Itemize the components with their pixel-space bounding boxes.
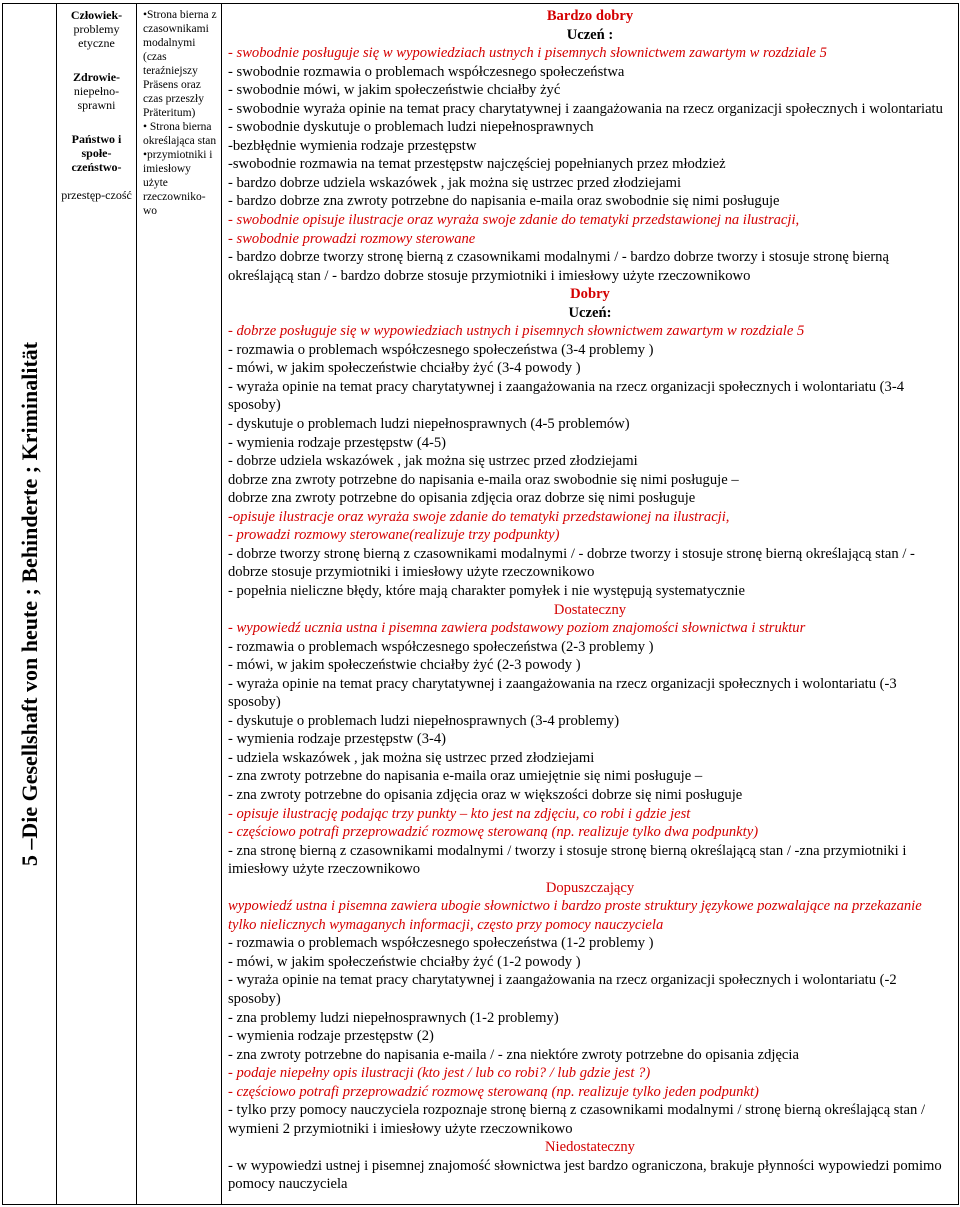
requirement-line: - swobodnie dyskutuje o problemach ludzi niepełnosprawnych xyxy=(228,119,594,136)
requirement-line: - wymienia rodzaje przestępstw (2) xyxy=(228,1028,434,1045)
grammar-item: •przymiotniki i imiesłowy użyte rzeczowniko-wo xyxy=(143,149,213,217)
requirement-line: - zna zwroty potrzebne do opisania zdjęcia oraz w większości dobrze się nimi posługuje xyxy=(228,786,743,803)
requirements-cell xyxy=(222,4,959,1205)
requirement-line: - swobodnie rozmawia o problemach współczesnego społeczeństwa xyxy=(228,63,625,80)
requirement-line: - swobodnie prowadzi rozmowy sterowane xyxy=(228,230,476,247)
requirement-line: - bardzo dobrze zna zwroty potrzebne do napisania e-maila oraz swobodnie się nimi posługuje xyxy=(228,193,780,210)
requirement-line: - wyraża opinie na temat pracy charytatywnej i zaangażowania na rzecz organizacji społecznych i wolontariatu (-2 sposoby) xyxy=(228,972,897,1007)
unit-title: 5 –Die Gesellshaft von heute ; Behinderte ; Kriminalität xyxy=(16,341,42,867)
grade-heading: Niedostateczny xyxy=(545,1139,635,1156)
requirement-line: dobrze zna zwroty potrzebne do opisania zdjęcia oraz dobrze się nimi posługuje xyxy=(228,490,696,507)
grade-heading: Dobry xyxy=(570,286,610,303)
requirement-line: -swobodnie rozmawia na temat przestępstw najczęściej popełnianych przez młodzież xyxy=(228,156,726,173)
requirement-line: - zna zwroty potrzebne do napisania e-maila / - zna niektóre zwroty potrzebne do opisania zdjęcia xyxy=(228,1046,799,1063)
requirements-table xyxy=(2,3,959,1205)
topic-subheading: przestęp-czość xyxy=(61,188,132,202)
table-row xyxy=(3,4,959,1205)
requirement-line: - bardzo dobrze tworzy stronę bierną z czasownikami modalnymi / - bardzo dobrze tworzy i stosuje stronę bierną określającą stan / - bardzo dobrze stosuje przymiotniki i imiesłowy użyte rzeczownikowo xyxy=(228,249,889,284)
topic-heading: Człowiek- xyxy=(70,8,123,22)
topic-item xyxy=(61,70,132,112)
grade-heading: Dopuszczający xyxy=(545,879,635,896)
topic-item xyxy=(61,8,132,50)
requirement-line: - rozmawia o problemach współczesnego społeczeństwa (3-4 problemy ) xyxy=(228,341,654,358)
grade-heading: Dostateczny xyxy=(553,601,627,618)
requirement-line: - zna problemy ludzi niepełnosprawnych (1-2 problemy) xyxy=(228,1009,559,1026)
requirement-line: - mówi, w jakim społeczeństwie chciałby żyć (1-2 powody ) xyxy=(228,953,581,970)
requirement-line: - tylko przy pomocy nauczyciela rozpoznaje stronę bierną z czasownikami modalnymi / stronę bierną określającą stan / wymieni 2 przymiotniki i imiesłowy użyte rzeczownikowo xyxy=(228,1102,925,1137)
requirement-line: - swobodnie mówi, w jakim społeczeństwie chciałby żyć xyxy=(228,82,561,99)
requirement-line: - zna zwroty potrzebne do napisania e-maila oraz umiejętnie się nimi posługuje – xyxy=(228,768,703,785)
requirement-line: - mówi, w jakim społeczeństwie chciałby żyć (2-3 powody ) xyxy=(228,657,581,674)
unit-title-wrap xyxy=(3,4,56,1204)
unit-cell xyxy=(3,4,57,1205)
topic-subheading: niepełno-sprawni xyxy=(73,84,120,112)
grade-subheading: Uczeń: xyxy=(568,304,612,321)
requirement-line: - w wypowiedzi ustnej i pisemnej znajomość słownictwa jest bardzo ograniczona, brakuje płynności wypowiedzi pomimo pomocy nauczyciela xyxy=(228,1157,942,1193)
requirement-line: - częściowo potrafi przeprowadzić rozmowę sterowaną (np. realizuje tylko jeden podpunkt) xyxy=(228,1083,759,1100)
requirement-line: -bezbłędnie wymienia rodzaje przestępstw xyxy=(228,137,477,154)
requirement-line: - rozmawia o problemach współczesnego społeczeństwa (1-2 problemy ) xyxy=(228,935,654,952)
requirement-line: - wyraża opinie na temat pracy charytatywnej i zaangażowania na rzecz organizacji społecznych i wolontariatu (-3 sposoby) xyxy=(228,675,897,711)
topics-cell xyxy=(57,4,137,1205)
grammar-item: • Strona bierna określająca stan xyxy=(143,121,217,147)
requirement-line: - dobrze posługuje się w wypowiedziach ustnych i pisemnych słownictwem zawartym w rozdziale 5 xyxy=(228,323,805,340)
requirement-line: - popełnia nieliczne błędy, które mają charakter pomyłek i nie występują systematycznie xyxy=(228,582,745,599)
requirement-line: - swobodnie wyraża opinie na temat pracy charytatywnej i zaangażowania na rzecz organizacji społecznych i wolontariatu xyxy=(228,100,943,117)
requirement-line: - zna stronę bierną z czasownikami modalnymi / tworzy i stosuje stronę bierną określającą stan / -zna przymiotniki i imiesłowy użyte rzeczownikowo xyxy=(228,842,907,878)
requirement-line: - częściowo potrafi przeprowadzić rozmowę sterowaną (np. realizuje tylko dwa podpunkty) xyxy=(228,824,759,841)
requirement-line: - opisuje ilustrację podając trzy punkty – kto jest na zdjęciu, co robi i gdzie jest xyxy=(228,805,691,822)
requirement-line: - wymienia rodzaje przestępstw (3-4) xyxy=(228,731,447,748)
grade-requirements xyxy=(222,4,958,1194)
topics-list xyxy=(57,4,136,202)
topic-subheading: problemy etyczne xyxy=(73,22,120,50)
grammar-item: •Strona bierna z czasownikami modalnymi (czas teraźniejszy Präsens oraz czas przeszły Präteritum) xyxy=(143,9,217,119)
requirement-line: - prowadzi rozmowy sterowane(realizuje trzy podpunkty) xyxy=(228,527,560,544)
topic-heading: Państwo i społe-czeństwo- xyxy=(71,132,122,174)
requirement-line: - dyskutuje o problemach ludzi niepełnosprawnych (4-5 problemów) xyxy=(228,416,630,433)
requirement-line: -opisuje ilustracje oraz wyraża swoje zdanie do tematyki przedstawionej na ilustracji, xyxy=(228,508,730,525)
requirement-line: - dobrze udziela wskazówek , jak można się ustrzec przed złodziejami xyxy=(228,453,638,470)
grade-heading: Bardzo dobry xyxy=(546,8,634,24)
requirement-line: - wypowiedź ucznia ustna i pisemna zawiera podstawowy poziom znajomości słownictwa i struktur xyxy=(228,620,806,637)
requirement-line: - swobodnie opisuje ilustracje oraz wyraża swoje zdanie do tematyki przedstawionej na ilustracji, xyxy=(228,212,800,229)
requirement-line: wypowiedź ustna i pisemna zawiera ubogie słownictwo i bardzo proste struktury językowe pozwalające na przekazanie tylko nielicznych wymaganych informacji, często przy pomocy nauczyciela xyxy=(228,898,922,933)
requirement-line: - wyraża opinie na temat pracy charytatywnej i zaangażowania na rzecz organizacji społecznych i wolontariatu (3-4 sposoby) xyxy=(228,378,904,414)
requirement-line: - wymienia rodzaje przestępstw (4-5) xyxy=(228,434,447,451)
requirement-line: - rozmawia o problemach współczesnego społeczeństwa (2-3 problemy ) xyxy=(228,638,654,655)
requirement-line: - mówi, w jakim społeczeństwie chciałby żyć (3-4 powody ) xyxy=(228,360,581,377)
grammar-cell xyxy=(137,4,222,1205)
topic-item xyxy=(61,132,132,202)
requirement-line: - swobodnie posługuje się w wypowiedziach ustnych i pisemnych słownictwem zawartym w rozdziale 5 xyxy=(228,45,827,62)
requirement-line: - bardzo dobrze udziela wskazówek , jak można się ustrzec przed złodziejami xyxy=(228,174,682,191)
grade-subheading: Uczeń : xyxy=(566,26,614,43)
topic-heading: Zdrowie- xyxy=(72,70,121,84)
requirement-line: - udziela wskazówek , jak można się ustrzec przed złodziejami xyxy=(228,749,595,766)
requirement-line: - podaje niepełny opis ilustracji (kto jest / lub co robi? / lub gdzie jest ?) xyxy=(228,1065,651,1082)
requirement-line: - dyskutuje o problemach ludzi niepełnosprawnych (3-4 problemy) xyxy=(228,712,620,729)
grammar-list xyxy=(137,4,221,218)
requirement-line: dobrze zna zwroty potrzebne do napisania e-maila oraz swobodnie się nimi posługuje – xyxy=(228,471,739,488)
requirement-line: - dobrze tworzy stronę bierną z czasownikami modalnymi / - dobrze tworzy i stosuje stronę bierną określającą stan / -dobrze stosuje przymiotniki i imiesłowy użyte rzeczownikowo xyxy=(228,545,915,581)
